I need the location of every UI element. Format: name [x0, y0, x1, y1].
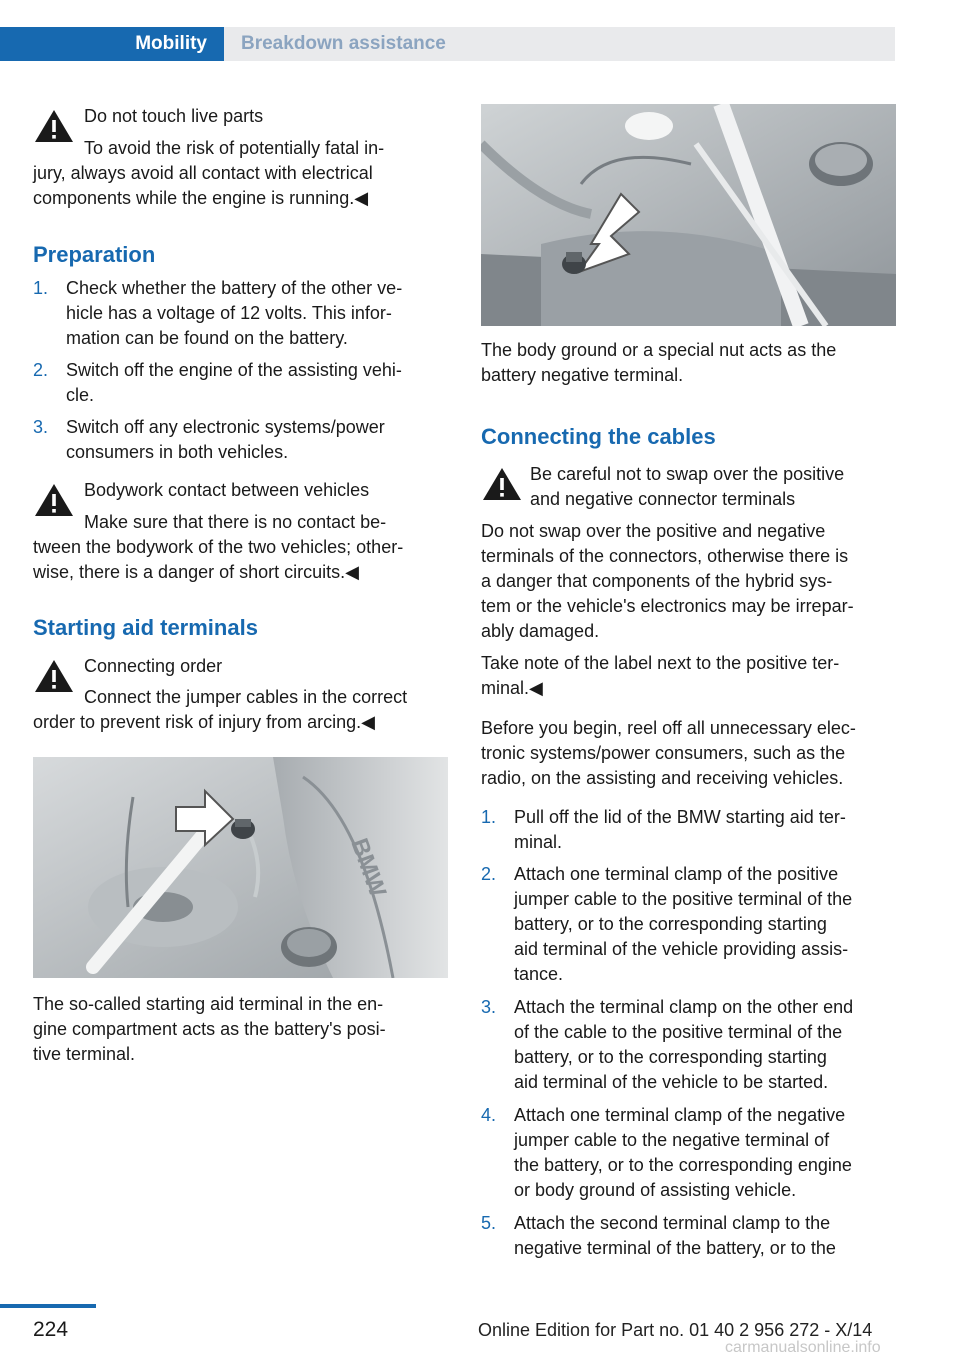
list-text: minal.	[514, 832, 563, 852]
watermark: carmanualsonline.info	[725, 1339, 881, 1356]
caption-line: tive terminal.	[33, 1044, 136, 1064]
list-text: aid terminal of the vehicle to be started.	[514, 1072, 829, 1092]
list-number: 3.	[33, 417, 49, 437]
list-text: battery, or to the corresponding starting	[514, 914, 827, 934]
list-text: Attach the terminal clamp on the other end	[514, 997, 854, 1017]
warning-text-line: Take note of the label next to the positive ter‐	[481, 653, 840, 673]
svg-text:BMW: BMW	[345, 834, 392, 901]
list-number: 1.	[481, 807, 497, 827]
list-text: Switch off the engine of the assisting vehi‐	[66, 360, 402, 380]
list-text: the battery, or to the corresponding engine	[514, 1155, 852, 1175]
photo-starting-aid-terminal	[33, 757, 448, 978]
section-tab-breakdown[interactable]	[224, 27, 895, 61]
intro-line: tronic systems/power consumers, such as the	[481, 743, 846, 763]
warning-text-line: terminals of the connectors, otherwise there is	[481, 546, 849, 566]
list-number: 4.	[481, 1105, 497, 1125]
warning-text-line: tem or the vehicle's electronics may be irrepar‐	[481, 596, 854, 616]
section-tab-mobility[interactable]	[0, 27, 224, 61]
list-number: 3.	[481, 997, 497, 1017]
list-number: 5.	[481, 1213, 497, 1233]
list-text: Attach the second terminal clamp to the	[514, 1213, 831, 1233]
intro-line: radio, on the assisting and receiving vehicles.	[481, 768, 844, 788]
warning-triangle-icon	[481, 466, 523, 502]
warning-text-line: a danger that components of the hybrid sys‐	[481, 571, 833, 591]
warning-text-line: components while the engine is running.◀	[33, 188, 369, 208]
warning-text-line: jury, always avoid all contact with electrical	[33, 163, 373, 183]
warning-text-line: To avoid the risk of potentially fatal in‐	[84, 138, 385, 158]
warning-title: and negative connector terminals	[530, 489, 796, 509]
edition-text: Online Edition for Part no. 01 40 2 956 272 - X/14	[478, 1320, 873, 1340]
section-label: Mobility	[135, 33, 207, 54]
engine-compartment-illustration	[33, 757, 448, 978]
engine-ground-illustration	[481, 104, 896, 326]
warning-title: Bodywork contact between vehicles	[84, 480, 370, 500]
heading-preparation: Preparation	[33, 242, 156, 267]
list-text: tance.	[514, 964, 564, 984]
list-text: battery, or to the corresponding starting	[514, 1047, 827, 1067]
list-text: jumper cable to the positive terminal of the	[514, 889, 853, 909]
list-number: 2.	[33, 360, 49, 380]
warning-text-line: order to prevent risk of injury from arcing.◀	[33, 712, 375, 732]
list-text: consumers in both vehicles.	[66, 442, 289, 462]
heading-starting-aid-terminals: Starting aid terminals	[33, 615, 258, 640]
caption-line: The so-called starting aid terminal in the en‐	[33, 994, 384, 1014]
photo-body-ground	[481, 104, 896, 326]
page-header	[0, 27, 895, 61]
list-text: Attach one terminal clamp of the negative	[514, 1105, 846, 1125]
list-number: 2.	[481, 864, 497, 884]
warning-title: Do not touch live parts	[84, 106, 264, 126]
warning-text-line: Connect the jumper cables in the correct	[84, 687, 408, 707]
warning-text-line: ably damaged.	[481, 621, 600, 641]
warning-text-line: tween the bodywork of the two vehicles; other‐	[33, 537, 404, 557]
list-text: Pull off the lid of the BMW starting aid ter‐	[514, 807, 846, 827]
warning-title: Connecting order	[84, 656, 223, 676]
footer-accent-line	[0, 1304, 96, 1308]
list-text: hicle has a voltage of 12 volts. This infor‐	[66, 303, 392, 323]
list-text: mation can be found on the battery.	[66, 328, 348, 348]
warning-text-line: minal.◀	[481, 678, 543, 698]
warning-triangle-icon	[33, 482, 75, 518]
warning-text-line: Make sure that there is no contact be‐	[84, 512, 387, 532]
list-text: of the cable to the positive terminal of the	[514, 1022, 843, 1042]
intro-line: Before you begin, reel off all unnecessary elec‐	[481, 718, 856, 738]
subsection-label: Breakdown assistance	[241, 33, 446, 54]
page-number: 224	[33, 1318, 69, 1341]
warning-text-line: wise, there is a danger of short circuits.◀	[33, 562, 359, 582]
list-text: cle.	[66, 385, 95, 405]
caption-line: battery negative terminal.	[481, 365, 684, 385]
list-text: or body ground of assisting vehicle.	[514, 1180, 797, 1200]
list-text: negative terminal of the battery, or to the	[514, 1238, 836, 1258]
list-number: 1.	[33, 278, 49, 298]
warning-text-line: Do not swap over the positive and negative	[481, 521, 826, 541]
list-text: jumper cable to the negative terminal of	[514, 1130, 830, 1150]
warning-triangle-icon	[33, 108, 75, 144]
list-text: aid terminal of the vehicle providing assis‐	[514, 939, 849, 959]
heading-connecting-cables: Connecting the cables	[481, 424, 716, 449]
caption-line: The body ground or a special nut acts as the	[481, 340, 837, 360]
list-text: Attach one terminal clamp of the positive	[514, 864, 839, 884]
warning-triangle-icon	[33, 658, 75, 694]
list-text: Check whether the battery of the other ve‐	[66, 278, 403, 298]
list-text: Switch off any electronic systems/power	[66, 417, 385, 437]
caption-line: gine compartment acts as the battery's posi‐	[33, 1019, 386, 1039]
warning-title: Be careful not to swap over the positive	[530, 464, 845, 484]
